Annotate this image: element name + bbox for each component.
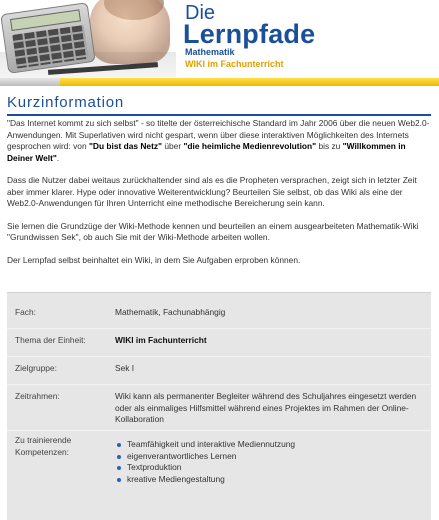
list-item	[115, 439, 420, 451]
list-item	[115, 462, 420, 474]
list-item-text: Teamfähigkeit und interaktive Mediennutzung	[127, 439, 296, 449]
intro-p1-text-e: bis zu	[316, 141, 343, 151]
intro-p1-text-c: über	[162, 141, 184, 151]
header-photo-child	[90, 0, 170, 64]
intro-text	[7, 118, 431, 277]
info-label-fach: Fach:	[15, 307, 36, 317]
intro-p1-quote-3: "Willkommen in Deiner Welt"	[7, 141, 406, 163]
bullet-icon	[117, 478, 121, 482]
bullet-icon	[117, 455, 121, 459]
info-divider	[7, 384, 431, 385]
list-item-text: kreative Mediengestaltung	[127, 473, 225, 484]
intro-p1-text-a: "Das Internet kommt zu sich selbst" - so titelte der österreichische Standard im Jahr 2006 über die neuen Web2.0-Anwendungen. Mit Superlativen wird nicht gespart, wenn über diese interaktiven Möglichkeiten des Internets gesprochen wird: von	[7, 118, 430, 151]
title-divider	[7, 114, 431, 116]
list-item-text: Textproduktion	[127, 462, 182, 473]
page-header	[0, 0, 439, 86]
logo-subject: Mathematik	[185, 47, 235, 57]
intro-p1-quote-1: "Du bist das Netz"	[88, 141, 163, 151]
info-value-thema: WIKI im Fachunterricht	[115, 335, 207, 345]
info-divider	[7, 356, 431, 357]
page-title: Kurzinformation	[7, 94, 125, 111]
intro-p1-quote-2: "die heimliche Medienrevolution"	[183, 141, 317, 151]
bullet-icon	[117, 466, 121, 470]
logo-title: Lernpfade	[183, 19, 316, 49]
intro-p1-text-g: .	[56, 152, 60, 163]
intro-paragraph-3: Sie lernen die Grundzüge der Wiki-Methode kennen und beurteilen an einem ausgearbeiteten Mathematik-Wiki "Grundwissen Sek", ob auch Sie mit der Wiki-Methode arbeiten wollen.	[7, 220, 419, 242]
site-logo[interactable]	[181, 3, 431, 75]
bullet-icon	[117, 443, 121, 447]
intro-paragraph-2: Dass die Nutzer dabei weitaus zurückhaltender sind als es die Propheten versprachen, zeigt sich in letzter Zeit aber immer klarer. Hype oder innovative Weiterentwicklung? Beurteilen Sie selbst, ob das Wiki als eine der Web2.0-Anwendungen für Ihren Unterricht eine methodische Bereicherung sein kann.	[7, 175, 417, 208]
calculator-icon	[0, 2, 95, 74]
info-value-fach: Mathematik, Fachunabhängig	[115, 307, 226, 317]
intro-paragraph-1	[7, 118, 431, 164]
info-divider	[7, 328, 431, 329]
calculator-keys	[12, 25, 88, 69]
logo-topic: WIKI im Fachunterricht	[185, 59, 284, 69]
info-label-zeitrahmen: Zeitrahmen:	[15, 391, 60, 401]
intro-paragraph-4: Der Lernpfad selbst beinhaltet ein Wiki, in dem Sie Aufgaben erproben können.	[7, 254, 301, 265]
list-item	[115, 474, 420, 486]
info-label-thema: Thema der Einheit:	[15, 335, 86, 345]
info-table	[7, 292, 431, 520]
list-item-text: eigenverantwortliches Lernen	[127, 450, 237, 461]
info-divider	[7, 430, 431, 431]
info-label-kompetenzen: Zu trainierende Kompetenzen:	[15, 435, 72, 457]
info-value-zielgruppe: Sek I	[115, 363, 135, 373]
logo-die: Die	[185, 2, 216, 24]
info-value-zeitrahmen: Wiki kann als permanenter Begleiter während des Schuljahres eingesetzt werden oder als einmaliges Hilfsmittel während eines Projektes im Rahmen der Online-Kollaboration	[115, 391, 417, 424]
header-photo	[0, 0, 176, 80]
header-grey-bar	[0, 78, 60, 86]
header-yellow-bar	[0, 78, 439, 86]
info-value-kompetenzen	[115, 439, 420, 485]
info-label-zielgruppe: Zielgruppe:	[15, 363, 57, 373]
list-item	[115, 451, 420, 463]
kompetenzen-list	[115, 439, 420, 485]
